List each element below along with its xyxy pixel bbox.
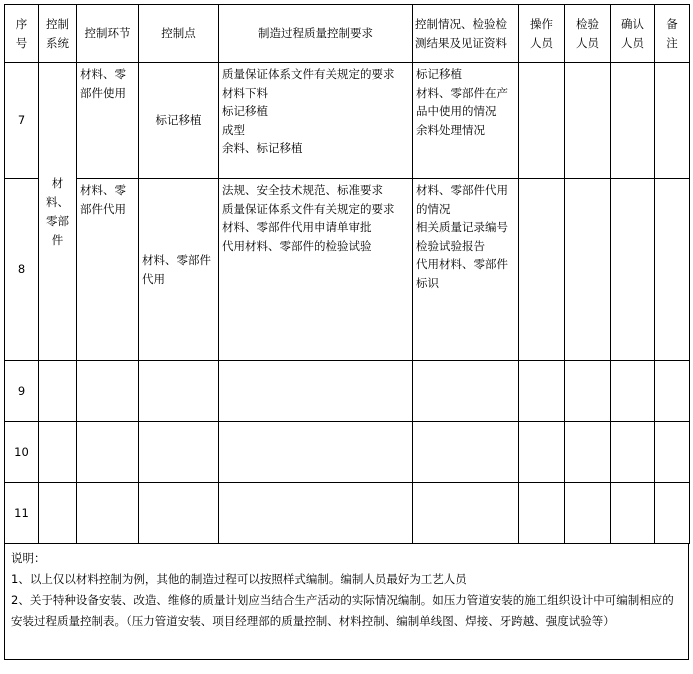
point-cell: 标记移植 (139, 63, 219, 179)
requirement-line: 法规、安全技术规范、标准要求 (222, 183, 383, 197)
table-row (5, 63, 690, 179)
table-row (5, 422, 690, 483)
header-confirmer: 确认人员 (611, 5, 655, 63)
record-cell (413, 483, 519, 544)
header-system: 控制系统 (39, 5, 77, 63)
system-cell (39, 361, 77, 422)
seq-cell: 10 (5, 422, 39, 483)
table-row (5, 483, 690, 544)
requirements-cell (219, 483, 413, 544)
operator-cell (519, 361, 565, 422)
requirement-line: 材料下料 (222, 85, 268, 100)
confirmer-cell (611, 361, 655, 422)
header-record: 控制情况、检验检测结果及见证资料 (413, 5, 519, 63)
header-point: 控制点 (139, 5, 219, 63)
seq-cell: 9 (5, 361, 39, 422)
system-cell (39, 483, 77, 544)
inspector-cell (565, 422, 611, 483)
notes-line-1: 1、以上仅以材料控制为例，其他的制造过程可以按照样式编制。编制人员最好为工艺人员 (11, 572, 467, 586)
record-cell (413, 63, 519, 179)
requirements-cell (219, 179, 413, 361)
stage-cell: 材料、零部件代用 (77, 179, 139, 361)
remark-cell (655, 483, 690, 544)
notes-line-2: 2、关于特种设备安装、改造、维修的质量计划应当结合生产活动的实际情况编制。如压力管道安装的施工组织设计中可编制相应的安装过程质量控制表。（压力管道安装、项目经理部的质量控制、材料控制、编制单线图、焊接、牙跨越、强度试验等） (11, 593, 674, 628)
record-line: 检验试验报告 (416, 238, 485, 253)
inspector-cell (565, 179, 611, 361)
record-line: 材料、零部件代用的情况 (416, 183, 508, 216)
remark-cell (655, 361, 690, 422)
seq-cell: 7 (5, 63, 39, 179)
remark-cell (655, 63, 690, 179)
quality-control-sheet (4, 4, 689, 660)
remark-cell (655, 422, 690, 483)
record-line: 相关质量记录编号 (416, 220, 508, 234)
stage-cell (77, 422, 139, 483)
header-remark: 备注 (655, 5, 690, 63)
header-row (5, 5, 690, 63)
record-line: 代用材料、零部件标识 (416, 257, 508, 290)
record-line: 余料处理情况 (416, 122, 485, 137)
header-operator: 操作人员 (519, 5, 565, 63)
stage-cell: 材料、零部件使用 (77, 63, 139, 179)
confirmer-cell (611, 179, 655, 361)
point-cell: 材料、零部件代用 (139, 179, 219, 361)
system-cell (39, 63, 77, 361)
header-seq: 序号 (5, 5, 39, 63)
header-inspector: 检验人员 (565, 5, 611, 63)
seq-cell: 8 (5, 179, 39, 361)
requirement-line: 标记移植 (222, 104, 268, 118)
record-line: 材料、零部件在产品中使用的情况 (416, 85, 508, 118)
table-row (5, 361, 690, 422)
requirements-cell (219, 361, 413, 422)
requirement-line: 余料、标记移植 (222, 141, 303, 155)
point-cell (139, 483, 219, 544)
header-requirements: 制造过程质量控制要求 (219, 5, 413, 63)
confirmer-cell (611, 63, 655, 179)
record-cell (413, 361, 519, 422)
system-cell (39, 422, 77, 483)
operator-cell (519, 179, 565, 361)
requirement-line: 质量保证体系文件有关规定的要求 (222, 67, 395, 81)
record-cell (413, 422, 519, 483)
requirement-line: 质量保证体系文件有关规定的要求 (222, 201, 395, 216)
confirmer-cell (611, 422, 655, 483)
requirements-cell (219, 63, 413, 179)
requirement-line: 代用材料、零部件的检验试验 (222, 238, 372, 253)
requirement-line: 成型 (222, 122, 245, 137)
inspector-cell (565, 63, 611, 179)
confirmer-cell (611, 483, 655, 544)
operator-cell (519, 483, 565, 544)
notes-title: 说明： (11, 551, 46, 565)
operator-cell (519, 63, 565, 179)
inspector-cell (565, 361, 611, 422)
requirement-line: 材料、零部件代用申请单审批 (222, 220, 372, 234)
record-cell (413, 179, 519, 361)
remark-cell (655, 179, 690, 361)
operator-cell (519, 422, 565, 483)
table-row (5, 179, 690, 361)
stage-cell (77, 361, 139, 422)
inspector-cell (565, 483, 611, 544)
point-cell (139, 422, 219, 483)
stage-cell (77, 483, 139, 544)
record-line: 标记移植 (416, 67, 462, 81)
header-stage: 控制环节 (77, 5, 139, 63)
system-value: 材料、零部件 (46, 175, 69, 247)
quality-control-table (4, 4, 690, 544)
notes-box (4, 544, 689, 660)
seq-cell: 11 (5, 483, 39, 544)
point-cell (139, 361, 219, 422)
requirements-cell (219, 422, 413, 483)
